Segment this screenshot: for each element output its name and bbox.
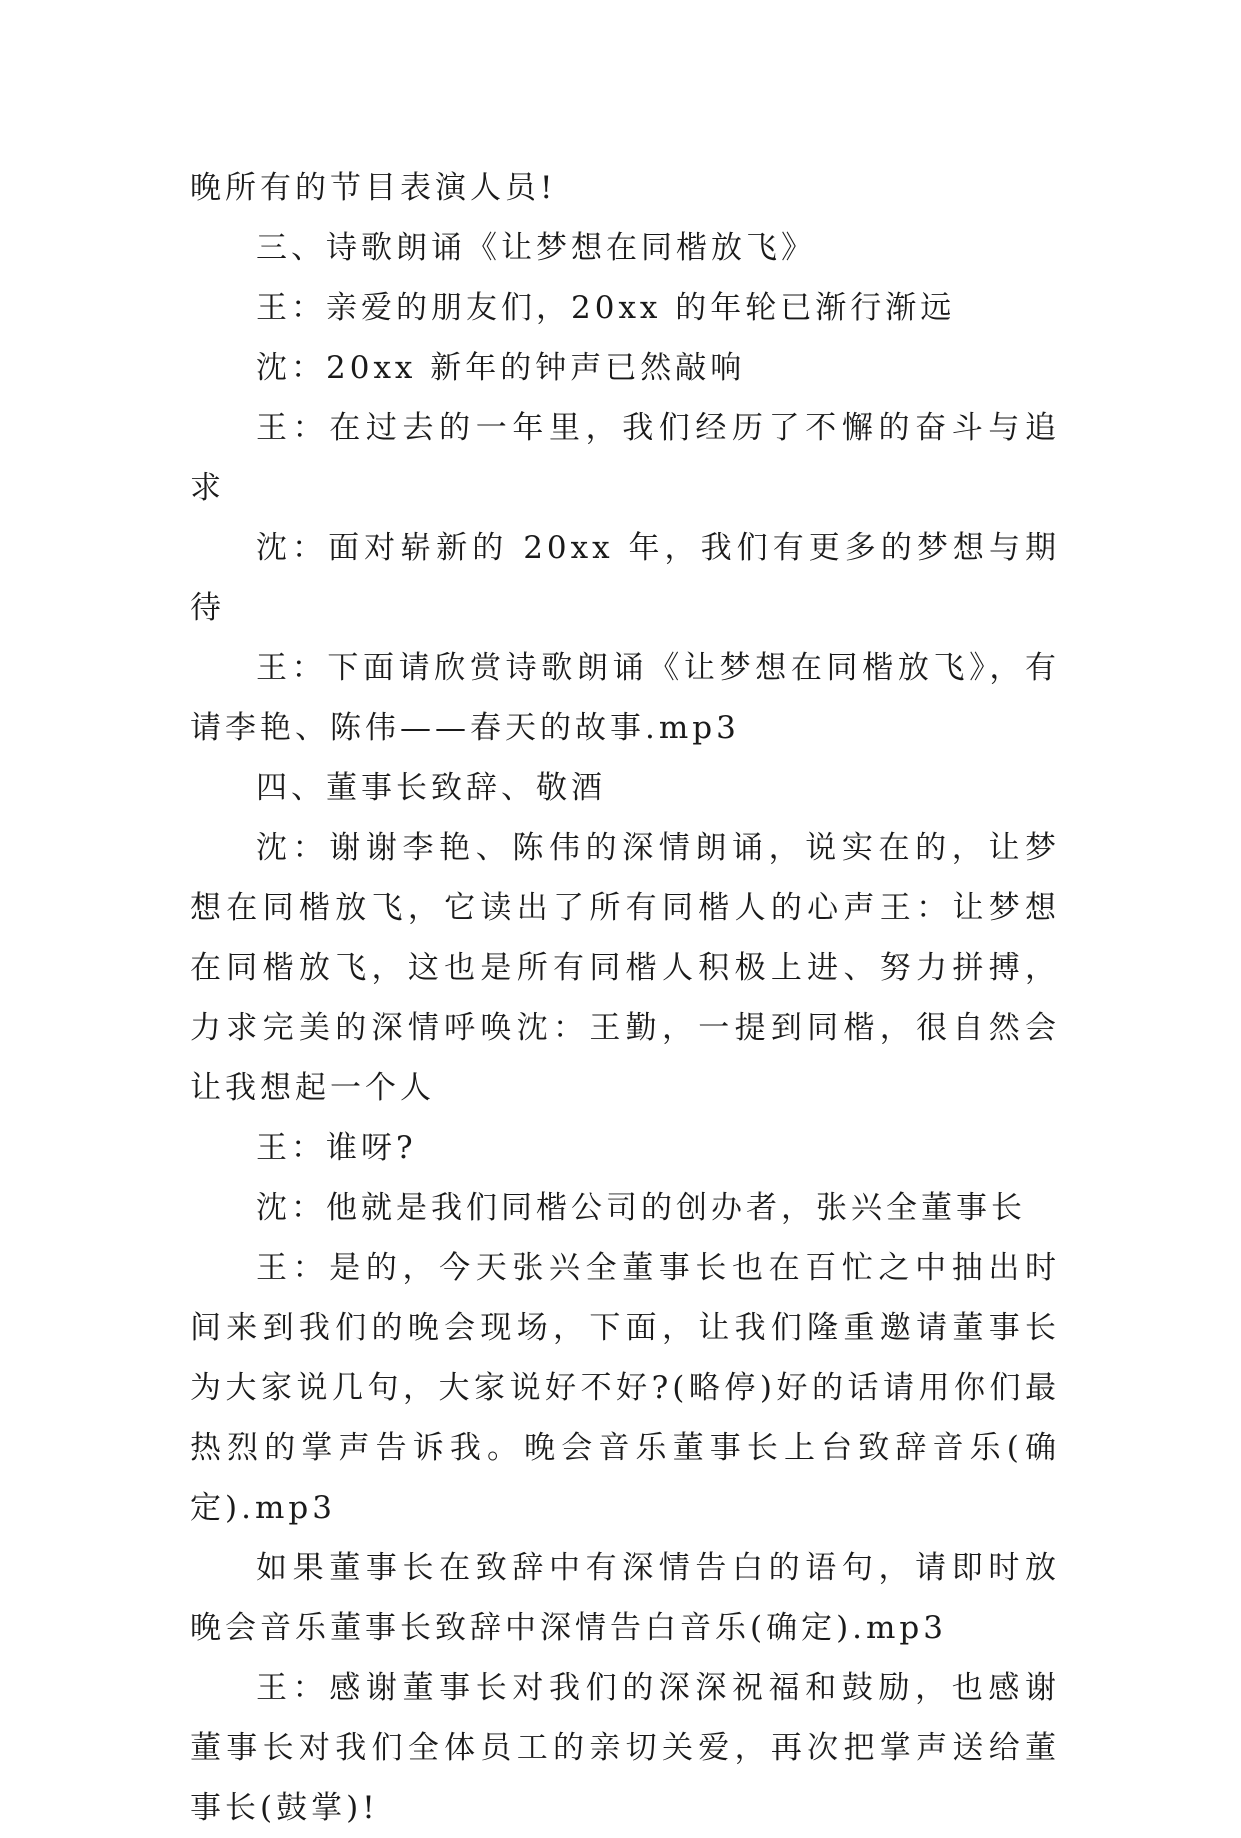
paragraph: 沈：20xx 新年的钟声已然敲响	[256, 350, 746, 386]
paragraph: 沈：谢谢李艳、陈伟的深情朗诵，说实在的，让梦想在同楷放飞，它读出了所有同楷人的心声王：让梦想在同楷放飞，这也是所有同楷人积极上进、努力拼搏，力求完美的深情呼唤沈：王勤，一提到同楷，很自然会让我想起一个人	[190, 830, 1060, 1106]
paragraph: 王：谁呀?	[256, 1130, 417, 1166]
paragraph: 沈：面对崭新的 20xx 年，我们有更多的梦想与期待	[190, 530, 1060, 626]
paragraph: 沈：他就是我们同楷公司的创办者，张兴全董事长	[256, 1190, 1026, 1226]
section-heading: 四、董事长致辞、敬酒	[256, 770, 606, 806]
paragraph: 如果董事长在致辞中有深情告白的语句，请即时放晚会音乐董事长致辞中深情告白音乐(确定).mp3	[190, 1550, 1060, 1646]
paragraph: 王：是的，今天张兴全董事长也在百忙之中抽出时间来到我们的晚会现场，下面，让我们隆重邀请董事长为大家说几句，大家说好不好?(略停)好的话请用你们最热烈的掌声告诉我。晚会音乐董事长上台致辞音乐(确定).mp3	[190, 1250, 1060, 1526]
paragraph: 王：亲爱的朋友们，20xx 的年轮已渐行渐远	[256, 290, 956, 326]
paragraph: 晚所有的节目表演人员!	[190, 170, 557, 206]
paragraph: 王：感谢董事长对我们的深深祝福和鼓励，也感谢董事长对我们全体员工的亲切关爱，再次把掌声送给董事长(鼓掌)!	[190, 1670, 1060, 1826]
paragraph: 王：下面请欣赏诗歌朗诵《让梦想在同楷放飞》，有请李艳、陈伟——春天的故事.mp3	[190, 650, 1060, 746]
section-heading: 三、诗歌朗诵《让梦想在同楷放飞》	[256, 230, 816, 266]
paragraph: 王：在过去的一年里，我们经历了不懈的奋斗与追求	[190, 410, 1060, 506]
document-body	[190, 158, 1060, 1838]
